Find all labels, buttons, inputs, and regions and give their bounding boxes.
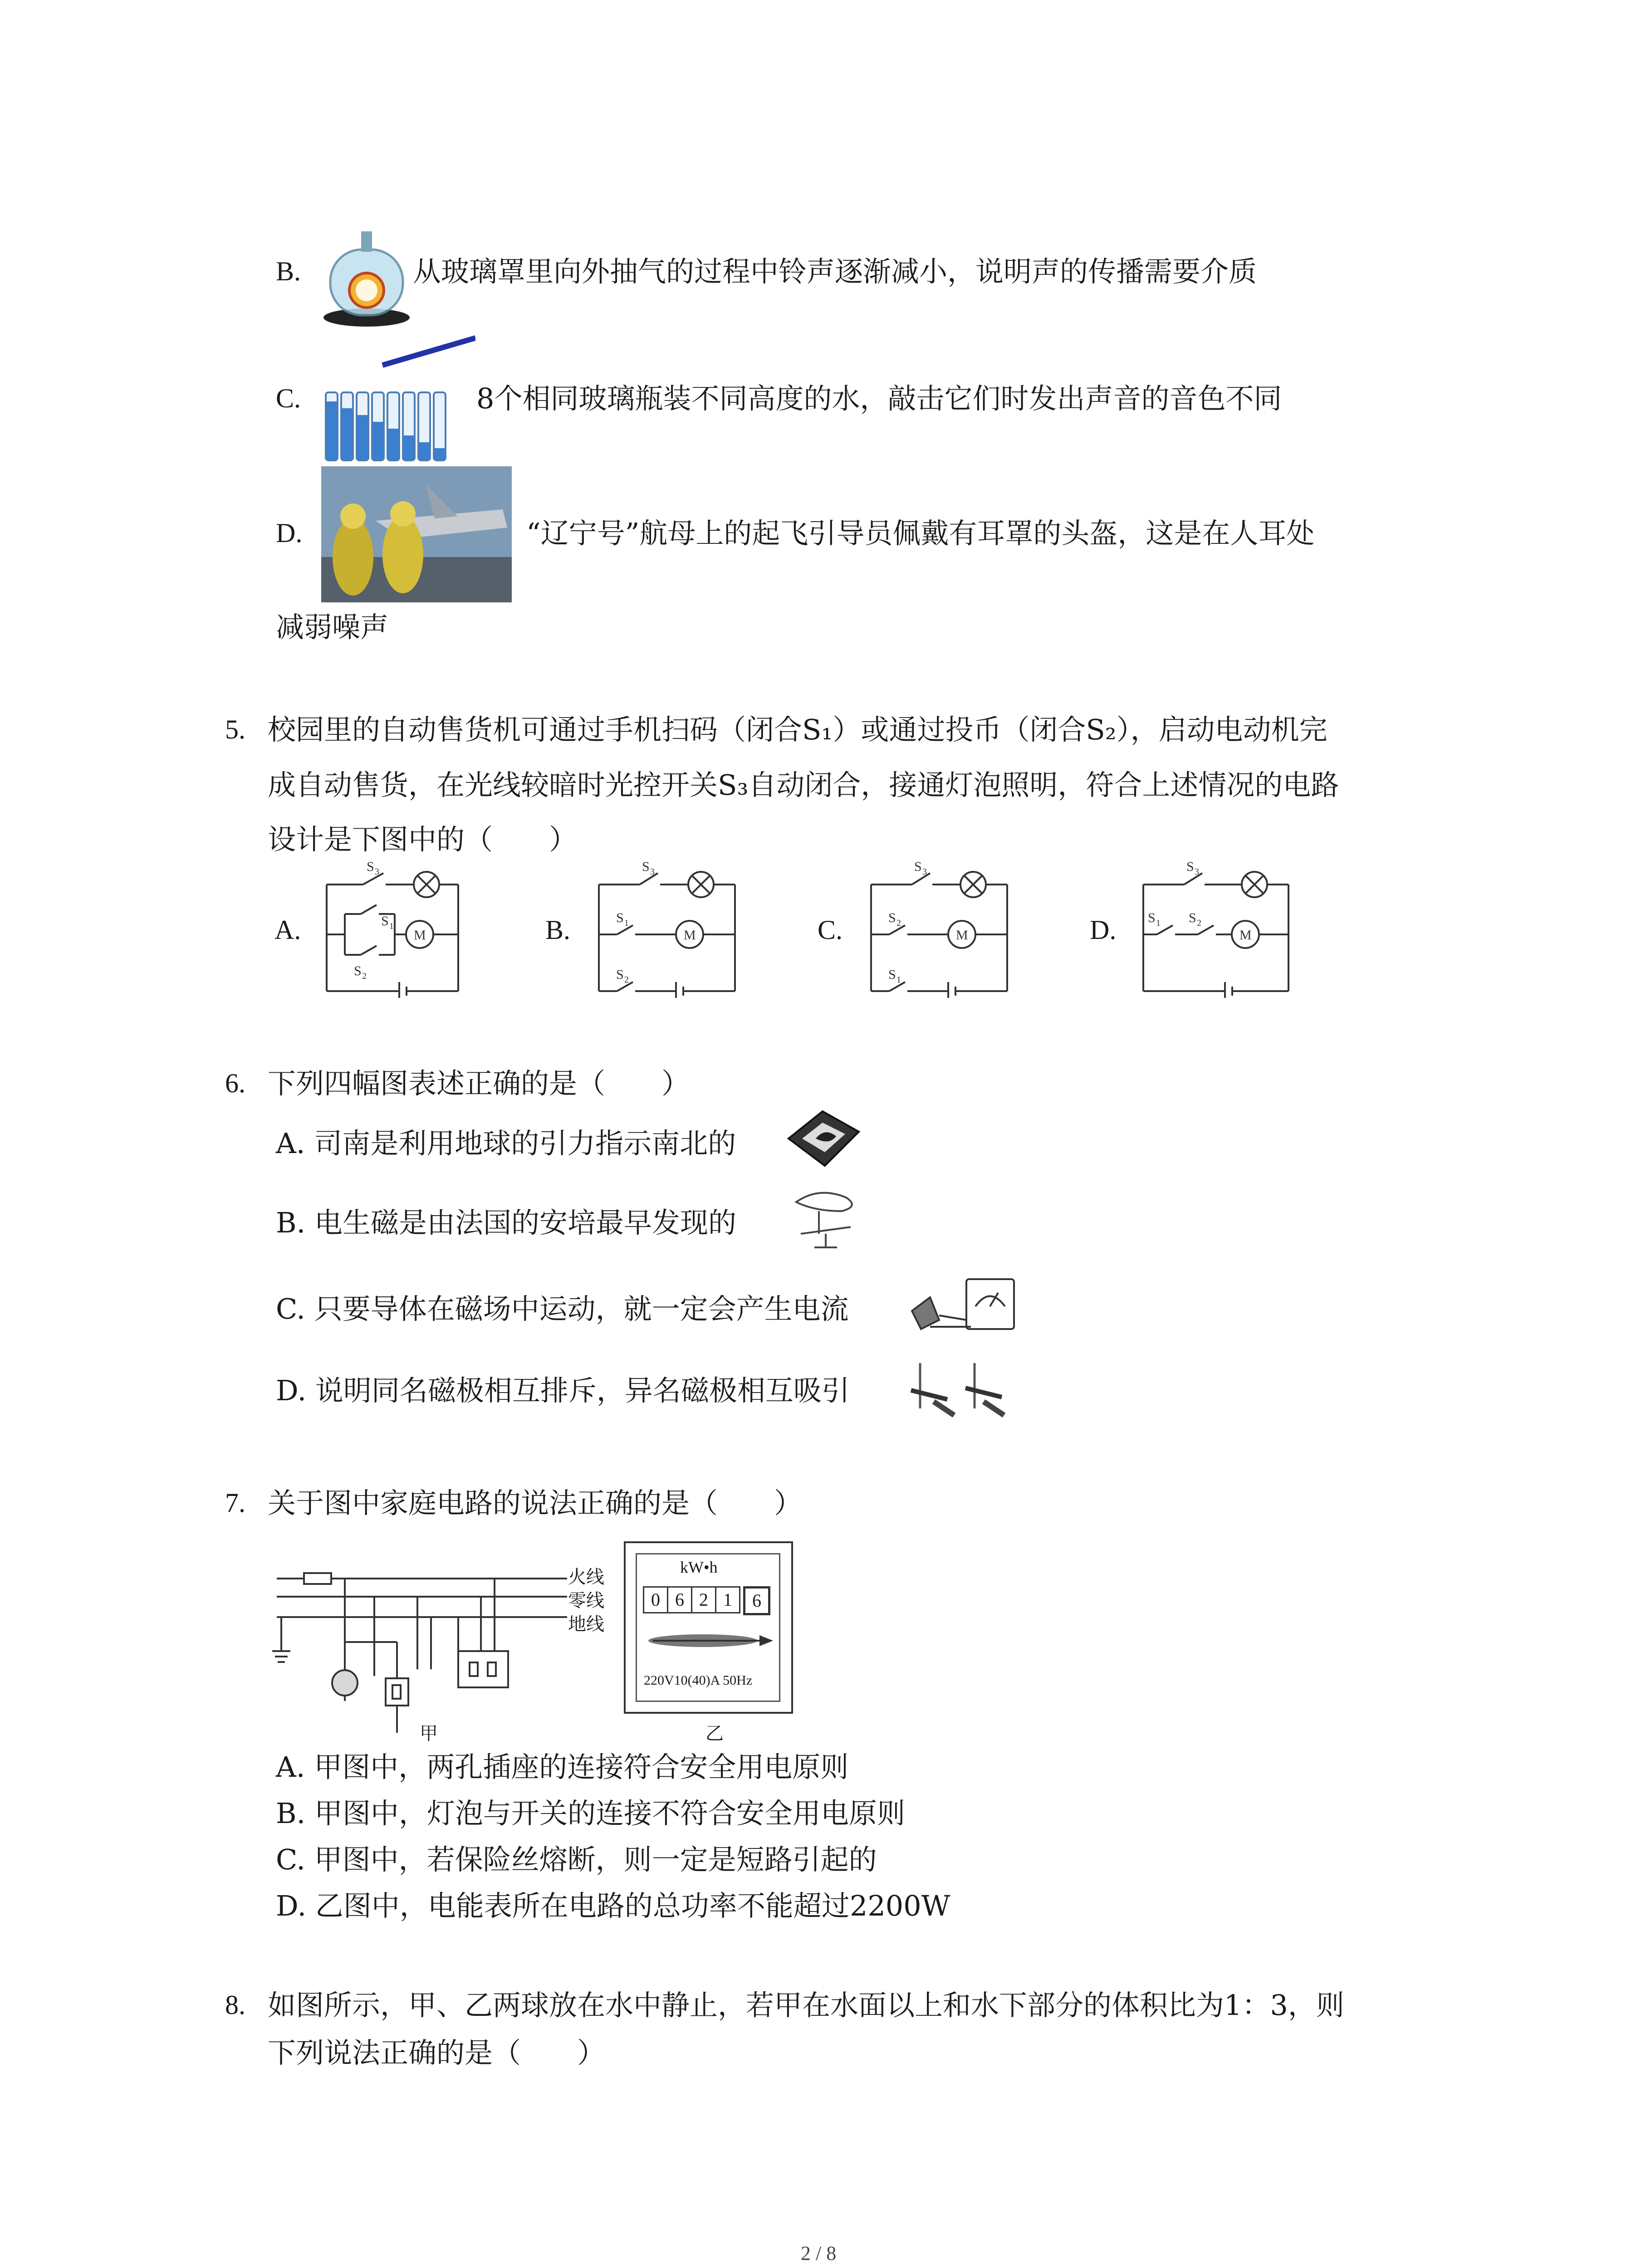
circuit-diagram-a <box>318 862 467 998</box>
q4-option-c-label: C. <box>276 383 301 413</box>
svg-text:1: 1 <box>389 921 394 931</box>
svg-text:M: M <box>684 928 696 943</box>
q7-option-b: B. 甲图中，灯泡与开关的连接不符合安全用电原则 <box>276 1797 905 1830</box>
svg-text:2: 2 <box>896 918 901 928</box>
q6-option-d: D. 说明同名磁极相互排斥，异名磁极相互吸引 <box>276 1374 850 1407</box>
magnet-poles-image <box>906 1354 1015 1418</box>
q8-stem-line2: 下列说法正确的是（ ） <box>268 2036 606 2069</box>
svg-text:S: S <box>616 967 624 982</box>
svg-text:S: S <box>381 914 389 929</box>
svg-text:M: M <box>956 928 968 943</box>
q4-option-d-label: D. <box>276 518 303 548</box>
q5-option-a-label: A. <box>274 915 301 945</box>
circuit-diagram-b <box>590 862 744 998</box>
meter-digit: 0 <box>643 1586 668 1613</box>
circuit-diagram-d <box>1134 862 1298 998</box>
q5-stem-line2: 成自动售货，在光线较暗时光控开关S₃自动闭合，接通灯泡照明，符合上述情况的电路 <box>268 768 1339 802</box>
svg-text:1: 1 <box>896 975 901 985</box>
svg-text:2: 2 <box>1197 918 1201 928</box>
svg-text:S: S <box>616 910 624 925</box>
q4-option-b-text: 从玻璃罩里向外抽气的过程中铃声逐渐减小，说明声的传播需要介质 <box>413 255 1257 288</box>
svg-text:3: 3 <box>1195 867 1199 877</box>
page-number: 2 / 8 <box>801 2242 837 2264</box>
svg-text:S: S <box>642 862 650 874</box>
svg-text:3: 3 <box>650 867 655 877</box>
q4-option-d-text: “辽宁号”航母上的起飞引导员佩戴有耳罩的头盔，这是在人耳处 <box>526 517 1315 550</box>
q4-option-c-text: 8个相同玻璃瓶装不同高度的水，敲击它们时发出声音的音色不同 <box>476 382 1282 415</box>
svg-text:2: 2 <box>362 971 367 981</box>
q5-option-b-label: B. <box>545 915 571 945</box>
q4-option-b-label: B. <box>276 256 301 286</box>
carrier-crew-photo <box>321 466 512 602</box>
q6-option-b: B. 电生磁是由法国的安培最早发现的 <box>276 1206 736 1239</box>
meter-digit: 6 <box>668 1586 692 1613</box>
svg-text:1: 1 <box>624 918 629 928</box>
q5-stem-line1: 校园里的自动售货机可通过手机扫码（闭合S₁）或通过投币（闭合S₂），启动电动机完 <box>268 713 1327 746</box>
q6-number: 6. <box>225 1068 245 1098</box>
svg-text:1: 1 <box>1156 918 1161 928</box>
svg-text:S: S <box>888 910 896 925</box>
electric-meter <box>624 1541 793 1714</box>
q5-stem-line3: 设计是下图中的（ ） <box>268 823 578 856</box>
sinan-compass-image <box>784 1107 861 1170</box>
circuit-diagram-c <box>862 862 1016 998</box>
svg-text:2: 2 <box>624 975 629 985</box>
q6-option-a: A. 司南是利用地球的引力指示南北的 <box>276 1127 736 1160</box>
meter-digit-decimal: 6 <box>743 1586 770 1615</box>
q6-stem: 下列四幅图表述正确的是（ ） <box>268 1067 690 1100</box>
meter-spec: 220V10(40)A 50Hz <box>644 1673 753 1688</box>
oersted-experiment-image <box>787 1184 864 1252</box>
meter-disc-arrow <box>644 1623 775 1659</box>
q7-option-d: D. 乙图中，电能表所在电路的总功率不能超过2200W <box>276 1889 950 1922</box>
q5-number: 5. <box>225 714 245 744</box>
q4-option-d-text-cont: 减弱噪声 <box>276 611 389 644</box>
meter-digit: 1 <box>716 1586 740 1613</box>
bell-jar-image <box>321 222 412 329</box>
svg-text:S: S <box>1189 910 1196 925</box>
svg-text:M: M <box>1239 928 1252 943</box>
meter-digit: 2 <box>692 1586 716 1613</box>
svg-text:3: 3 <box>922 867 927 877</box>
meter-digits <box>643 1586 770 1615</box>
induction-experiment-image <box>903 1270 1021 1338</box>
q7-option-c: C. 甲图中，若保险丝熔断，则一定是短路引起的 <box>276 1843 877 1876</box>
neutral-line-label: 零线 <box>568 1590 604 1611</box>
svg-text:S: S <box>367 862 374 874</box>
q7-stem: 关于图中家庭电路的说法正确的是（ ） <box>268 1486 803 1520</box>
glass-bottles-image <box>321 333 475 465</box>
svg-text:3: 3 <box>375 867 379 877</box>
q5-option-c-label: C. <box>818 915 843 945</box>
figure-yi-label: 乙 <box>705 1723 724 1744</box>
svg-text:S: S <box>888 967 896 982</box>
q7-option-a: A. 甲图中，两孔插座的连接符合安全用电原则 <box>276 1750 849 1784</box>
svg-text:S: S <box>1186 862 1194 874</box>
svg-text:M: M <box>414 928 426 943</box>
q7-number: 7. <box>225 1488 245 1518</box>
svg-text:S: S <box>914 862 922 874</box>
svg-text:S: S <box>354 963 362 978</box>
svg-text:S: S <box>1148 910 1156 925</box>
q5-option-d-label: D. <box>1090 915 1117 945</box>
q8-number: 8. <box>225 1990 245 2020</box>
fire-line-label: 火线 <box>568 1567 604 1588</box>
q8-stem-line1: 如图所示，甲、乙两球放在水中静止，若甲在水面以上和水下部分的体积比为1：3，则 <box>268 1989 1344 2022</box>
ground-line-label: 地线 <box>568 1614 604 1635</box>
meter-unit: kW•h <box>680 1558 718 1576</box>
figure-jia-label: 甲 <box>420 1723 438 1744</box>
q6-option-c: C. 只要导体在磁场中运动，就一定会产生电流 <box>276 1292 849 1325</box>
